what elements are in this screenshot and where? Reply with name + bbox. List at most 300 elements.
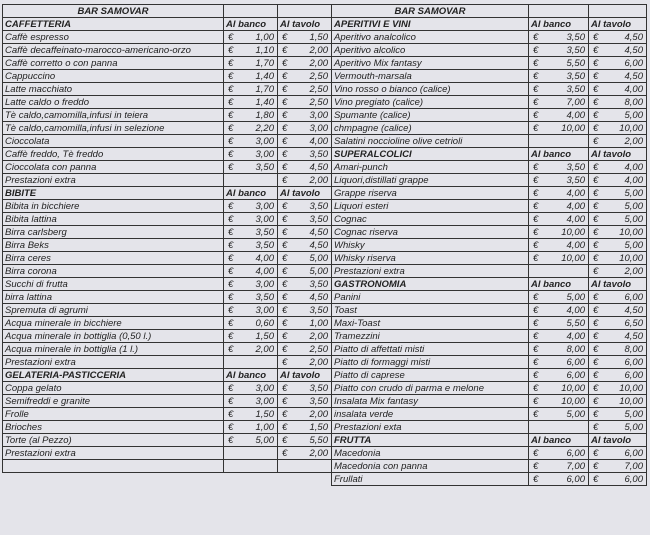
price-value: 2,00 [309,330,328,342]
table-row [332,317,647,330]
price-value: 2,50 [309,83,328,95]
price-cell [278,200,332,213]
currency-symbol: € [282,83,288,95]
price-cell [529,44,589,57]
item-name: Prestazioni exta [332,421,529,434]
table-row [332,447,647,460]
item-name: Caffè espresso [3,31,224,44]
price-value: 3,00 [255,382,274,394]
price-value: 10,00 [619,122,643,134]
item-name: Salatini noccioline olive cetrioli [332,135,529,148]
currency-symbol: € [228,70,234,82]
table-title: BAR SAMOVAR [3,5,224,18]
currency-symbol: € [282,135,288,147]
price-wrap [529,318,588,329]
item-name: Aperitivo alcolico [332,44,529,57]
currency-symbol: € [282,317,288,329]
currency-symbol: € [282,174,288,186]
price-wrap [589,84,646,95]
currency-symbol: € [593,96,599,108]
item-name: Macedonia con panna [332,460,529,473]
currency-symbol: € [593,44,599,56]
price-wrap [278,279,331,290]
price-cell [278,330,332,343]
price-wrap [529,214,588,225]
table-row [332,57,647,70]
price-wrap [224,344,277,355]
item-name: Aperitivo Mix fantasy [332,57,529,70]
price-cell [278,70,332,83]
price-wrap [589,110,646,121]
price-value: 5,00 [624,239,643,251]
price-cell [224,252,278,265]
item-name: Prestazioni extra [332,265,529,278]
table-row [3,330,332,343]
item-name: Liquori esteri [332,200,529,213]
price-wrap [529,357,588,368]
item-name: Birra corona [3,265,224,278]
column-header-tavolo: Al tavolo [278,187,332,200]
price-wrap [589,214,646,225]
item-name: Acqua minerale in bottiglia (0,50 l.) [3,330,224,343]
currency-symbol: € [593,343,599,355]
price-table-left [2,4,332,473]
price-value: 6,00 [624,473,643,485]
price-cell [529,395,589,408]
price-wrap [589,383,646,394]
price-cell [529,460,589,473]
price-wrap [224,71,277,82]
price-cell [224,213,278,226]
section-row [332,148,647,161]
price-cell [224,291,278,304]
price-cell [278,408,332,421]
price-value: 5,50 [566,317,585,329]
price-value: 5,00 [566,408,585,420]
price-wrap [529,461,588,472]
item-name: Bibita lattina [3,213,224,226]
column-header-banco: Al banco [529,148,589,161]
table-row [3,408,332,421]
price-cell [589,200,647,213]
currency-symbol: € [593,317,599,329]
price-value: 4,50 [624,70,643,82]
price-wrap [589,331,646,342]
price-value: 1,50 [309,31,328,43]
price-wrap [529,188,588,199]
price-cell [529,252,589,265]
currency-symbol: € [228,83,234,95]
currency-symbol: € [282,161,288,173]
currency-symbol: € [228,421,234,433]
currency-symbol: € [593,213,599,225]
price-value: 5,00 [624,213,643,225]
table-row [332,330,647,343]
currency-symbol: € [228,122,234,134]
currency-symbol: € [533,395,539,407]
currency-symbol: € [533,226,539,238]
price-value: 3,00 [255,304,274,316]
price-cell [529,265,589,278]
item-name: Macedonia [332,447,529,460]
currency-symbol: € [593,265,599,277]
table-row [3,135,332,148]
currency-symbol: € [228,213,234,225]
price-wrap [278,227,331,238]
price-wrap [278,201,331,212]
price-value: 2,00 [309,447,328,459]
price-wrap [589,396,646,407]
currency-symbol: € [593,291,599,303]
price-wrap [224,409,277,420]
price-wrap [278,84,331,95]
price-cell [278,317,332,330]
price-value: 1,00 [255,421,274,433]
item-name: Cioccolata con panna [3,161,224,174]
table-row [3,122,332,135]
price-cell [529,70,589,83]
price-cell [529,57,589,70]
price-value: 5,50 [566,57,585,69]
item-name: Vermouth-marsala [332,70,529,83]
item-name: Piatto di caprese [332,369,529,382]
item-name: chmpagne (calice) [332,122,529,135]
price-cell [278,395,332,408]
price-value: 7,00 [566,460,585,472]
price-cell [278,382,332,395]
price-value: 5,00 [624,187,643,199]
price-wrap [589,357,646,368]
price-wrap [278,292,331,303]
price-value: 3,50 [309,382,328,394]
item-name: Toast [332,304,529,317]
price-value: 5,00 [624,109,643,121]
item-name: Liquori,distillati grappe [332,174,529,187]
currency-symbol: € [593,330,599,342]
currency-symbol: € [593,187,599,199]
price-value: 4,00 [624,83,643,95]
item-name: Prestazioni extra [3,356,224,369]
price-wrap [529,344,588,355]
currency-symbol: € [593,109,599,121]
currency-symbol: € [282,122,288,134]
price-wrap [529,162,588,173]
price-wrap [589,305,646,316]
currency-symbol: € [593,304,599,316]
table-title-row [332,5,647,18]
item-name: Whisky riserva [332,252,529,265]
price-value: 3,50 [566,174,585,186]
item-name: Grappe riserva [332,187,529,200]
table-row [332,460,647,473]
price-value: 4,00 [309,135,328,147]
price-value: 3,50 [566,31,585,43]
currency-symbol: € [282,291,288,303]
price-wrap [529,409,588,420]
price-cell [224,57,278,70]
price-cell [278,44,332,57]
item-name: Tè caldo,camomilla,infusi in teiera [3,109,224,122]
price-wrap [278,305,331,316]
table-row [3,265,332,278]
item-name: Caffè corretto o con panna [3,57,224,70]
price-wrap [529,305,588,316]
column-header-banco: Al banco [529,434,589,447]
currency-symbol: € [282,421,288,433]
price-wrap [589,292,646,303]
currency-symbol: € [228,278,234,290]
currency-symbol: € [533,174,539,186]
table-row [332,161,647,174]
price-wrap [278,214,331,225]
table-row [3,434,332,447]
column-header-tavolo: Al tavolo [278,369,332,382]
price-wrap [278,357,331,368]
table-row [3,460,332,473]
price-cell [278,239,332,252]
price-wrap [278,422,331,433]
price-value: 2,00 [255,343,274,355]
price-cell [224,434,278,447]
table-row [332,200,647,213]
currency-symbol: € [593,382,599,394]
price-wrap [278,110,331,121]
item-name: Semifreddi e granite [3,395,224,408]
price-value: 5,00 [624,408,643,420]
price-cell [529,304,589,317]
price-wrap [589,58,646,69]
price-cell [278,434,332,447]
price-cell [224,109,278,122]
section-title: BIBITE [3,187,224,200]
price-value: 10,00 [561,226,585,238]
price-cell [224,161,278,174]
table-row [3,57,332,70]
table-row [3,343,332,356]
item-name: Torte (al Pezzo) [3,434,224,447]
price-cell [224,265,278,278]
price-cell [278,421,332,434]
price-wrap [278,318,331,329]
price-cell [589,174,647,187]
price-wrap [529,32,588,43]
table-row [3,213,332,226]
price-cell [529,408,589,421]
header-spacer [224,5,278,18]
table-row [332,44,647,57]
currency-symbol: € [282,96,288,108]
currency-symbol: € [282,148,288,160]
currency-symbol: € [228,31,234,43]
currency-symbol: € [533,304,539,316]
currency-symbol: € [533,356,539,368]
price-value: 6,00 [624,57,643,69]
currency-symbol: € [228,343,234,355]
price-wrap [529,84,588,95]
price-value: 4,00 [566,213,585,225]
price-cell [529,200,589,213]
currency-symbol: € [593,473,599,485]
price-cell [529,213,589,226]
price-value: 1,10 [255,44,274,56]
price-value: 4,00 [624,174,643,186]
currency-symbol: € [228,317,234,329]
currency-symbol: € [282,408,288,420]
price-value: 10,00 [561,382,585,394]
currency-symbol: € [282,200,288,212]
price-value: 3,50 [309,278,328,290]
header-spacer [589,5,647,18]
section-row [3,369,332,382]
table-row [332,122,647,135]
price-wrap [589,123,646,134]
price-cell [278,343,332,356]
price-value: 10,00 [619,382,643,394]
price-cell [589,473,647,486]
price-value: 1,50 [255,330,274,342]
table-row [3,200,332,213]
price-wrap [224,136,277,147]
table-row [3,161,332,174]
price-cell [278,31,332,44]
table-row [3,278,332,291]
item-name: Panini [332,291,529,304]
table-row [3,304,332,317]
price-value: 7,00 [566,96,585,108]
price-cell [589,213,647,226]
price-wrap [278,344,331,355]
price-cell [589,330,647,343]
price-wrap [224,227,277,238]
price-wrap [224,149,277,160]
table-row [3,291,332,304]
currency-symbol: € [282,239,288,251]
currency-symbol: € [593,70,599,82]
price-wrap [224,84,277,95]
section-row [332,18,647,31]
price-cell [589,317,647,330]
table-row [332,83,647,96]
section-title: SUPERALCOLICI [332,148,529,161]
price-value: 4,50 [309,161,328,173]
price-wrap [278,383,331,394]
item-name: Brioches [3,421,224,434]
price-wrap [529,227,588,238]
section-title: FRUTTA [332,434,529,447]
price-wrap [589,461,646,472]
price-wrap [278,97,331,108]
currency-symbol: € [593,83,599,95]
price-cell [224,122,278,135]
item-name: Whisky [332,239,529,252]
currency-symbol: € [593,408,599,420]
price-cell [529,109,589,122]
price-value: 4,00 [624,161,643,173]
price-value: 4,50 [309,291,328,303]
price-wrap [278,71,331,82]
currency-symbol: € [593,395,599,407]
price-cell [529,330,589,343]
price-value: 3,50 [255,161,274,173]
currency-symbol: € [228,395,234,407]
price-value: 5,00 [255,434,274,446]
item-name: Frolle [3,408,224,421]
price-cell [278,304,332,317]
item-name: Insalata Mix fantasy [332,395,529,408]
section-row [332,278,647,291]
price-value: 5,00 [309,265,328,277]
section-title: GASTRONOMIA [332,278,529,291]
price-wrap [589,409,646,420]
price-wrap [529,474,588,485]
table-row [332,291,647,304]
price-value: 10,00 [561,252,585,264]
price-value: 5,00 [624,421,643,433]
price-value: 4,00 [566,109,585,121]
price-wrap [224,396,277,407]
price-cell [529,83,589,96]
item-name: Cognac [332,213,529,226]
price-cell [589,83,647,96]
table-row [3,382,332,395]
price-cell [278,122,332,135]
price-wrap [589,201,646,212]
table-row [332,31,647,44]
price-wrap [589,253,646,264]
price-cell [529,226,589,239]
price-wrap [224,292,277,303]
price-value: 2,00 [624,265,643,277]
price-wrap [278,448,331,459]
price-table-right [331,4,647,486]
price-cell [278,161,332,174]
empty-cell [3,460,224,473]
price-cell [278,291,332,304]
table-row [332,356,647,369]
price-value: 3,50 [566,70,585,82]
item-name: Birra ceres [3,252,224,265]
currency-symbol: € [228,382,234,394]
price-cell [529,356,589,369]
price-cell [589,109,647,122]
price-wrap [589,227,646,238]
currency-symbol: € [228,135,234,147]
price-wrap [278,409,331,420]
price-value: 3,00 [255,213,274,225]
price-wrap [529,253,588,264]
price-value: 1,40 [255,70,274,82]
currency-symbol: € [533,109,539,121]
price-wrap [278,435,331,446]
currency-symbol: € [533,460,539,472]
price-cell [224,317,278,330]
price-value: 4,50 [624,330,643,342]
price-wrap [529,71,588,82]
table-row [3,226,332,239]
price-cell [278,83,332,96]
price-cell [529,174,589,187]
price-cell [589,343,647,356]
price-value: 5,00 [624,200,643,212]
price-cell [589,239,647,252]
price-cell [529,96,589,109]
price-value: 4,00 [566,187,585,199]
price-value: 3,00 [309,122,328,134]
price-wrap [529,383,588,394]
column-header-tavolo: Al tavolo [589,278,647,291]
price-value: 2,00 [309,174,328,186]
price-wrap [224,422,277,433]
